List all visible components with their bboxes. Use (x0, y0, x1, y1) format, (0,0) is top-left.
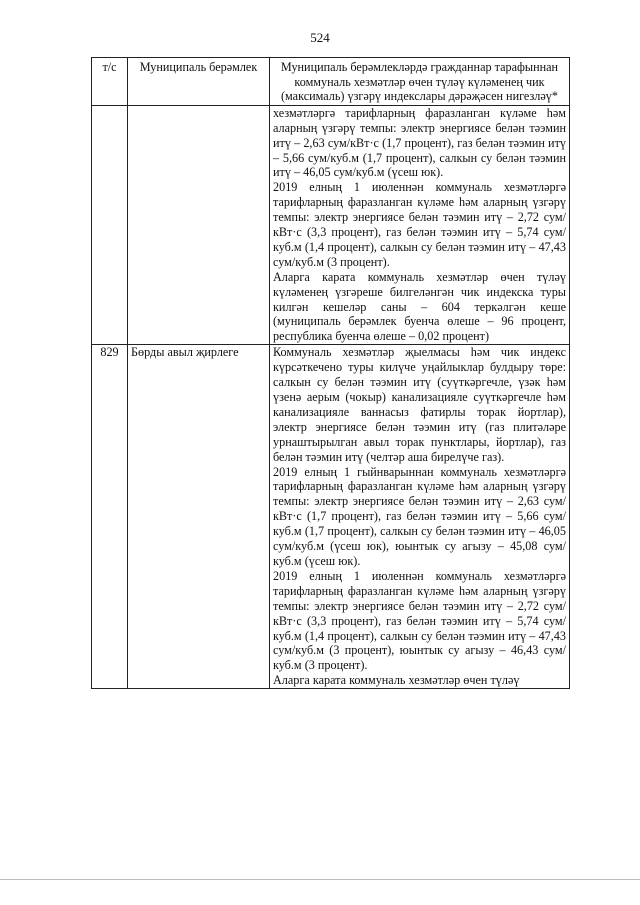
table-row (92, 345, 570, 689)
header-municipality: Муниципаль берәмлек (128, 58, 270, 106)
paragraph: Аларга карата коммуналь хезмәтләр өчен түләү күләменең үзгәреше билгеләнгән чик индекска туры килгән кешеләр саны – 604 теркәлгән кеше (муниципаль берәмлек буенча өлеше – 96 процент, республика буенча өлеше – 0,02 процент) (273, 269, 566, 344)
header-justification: Муниципаль берәмлекләрдә гражданнар тарафыннан коммуналь хезмәтләр өчен түләү күләменең чик (максималь) үзгәрү индекслары дәрәҗәсен нигезләү* (270, 58, 570, 106)
row-number (92, 105, 128, 345)
paragraph: Коммуналь хезмәтләр җыелмасы һәм чик индекс күрсәткечено туры килүче уңайлыклар булдыру төре: салкын су белән тәэмин итү (суүткәргечле, үзәк һәм үзенә аерым (чокыр) канализацияле суүткәргечле һәм канализацияле ваннасыз фатирлы торак йортлар), электр энергиясе белән тәэмин итү (газ плитәләре урнаштырылган авыл торак пунктлары, йортлар), газ белән тәэмин итү (челтәр аша бирелүче газ). (273, 345, 566, 464)
row-justification (270, 345, 570, 689)
row-justification (270, 105, 570, 345)
paragraph: Аларга карата коммуналь хезмәтләр өчен түләү (273, 673, 520, 688)
paragraph: 2019 елның 1 гыйнварыннан коммуналь хезмәтләргә тарифларның фаразланган күләме һәм аларның үзгәрү темпы: электр энергиясе белән тәэмин итү – 2,63 сум/кВт·с (1,7 процент), газ белән тәэмин итү – 5,66 сум/куб.м (1,7 процент), салкын су белән тәэмин итү – 46,05 сум/куб.м (үсеш юк), юынтык су агызу – 45,08 сум/куб.м (үсеш юк). (273, 464, 566, 568)
row-number: 829 (92, 345, 128, 689)
paragraph: 2019 елның 1 июленнән коммуналь хезмәтләргә тарифларның фаразланган күләме һәм аларның үзгәрү темпы: электр энергиясе белән тәэмин итү – 2,72 сум/кВт·с (3,3 процент), газ белән тәэмин итү – 5,74 сум/куб.м (1,4 процент), салкын су белән тәэмин итү – 47,43 сум/куб.м (3 процент). (273, 180, 566, 269)
tariff-table (91, 57, 570, 689)
scan-divider (0, 879, 640, 880)
paragraph: 2019 елның 1 июленнән коммуналь хезмәтләргә тарифларның фаразланган күләме һәм аларның үзгәрү темпы: электр энергиясе белән тәэмин итү – 2,72 сум/кВт·с (3,3 процент), газ белән тәэмин итү – 5,74 сум/куб.м (1,4 процент), салкын су белән тәэмин итү – 47,43 сум/куб.м (3 процент), юынтык су агызу – 46,43 сум/куб.м (3 процент). (273, 568, 566, 673)
paragraph: хезмәтләргә тарифларның фаразланган күләме һәм аларның үзгәрү темпы: электр энергиясе белән тәэмин итү – 2,63 сум/кВт·с (1,7 процент), газ белән тәэмин итү – 5,66 сум/куб.м (1,7 процент), салкын су белән тәэмин итү – 46,05 сум/куб.м (үсеш юк). (273, 105, 566, 180)
table-header-row (92, 58, 570, 106)
row-municipality (128, 105, 270, 345)
table-row (92, 105, 570, 345)
page-number: 524 (310, 30, 330, 45)
row-municipality: Бөрды авыл җирлеге (128, 345, 270, 689)
header-number: т/с (92, 58, 128, 106)
